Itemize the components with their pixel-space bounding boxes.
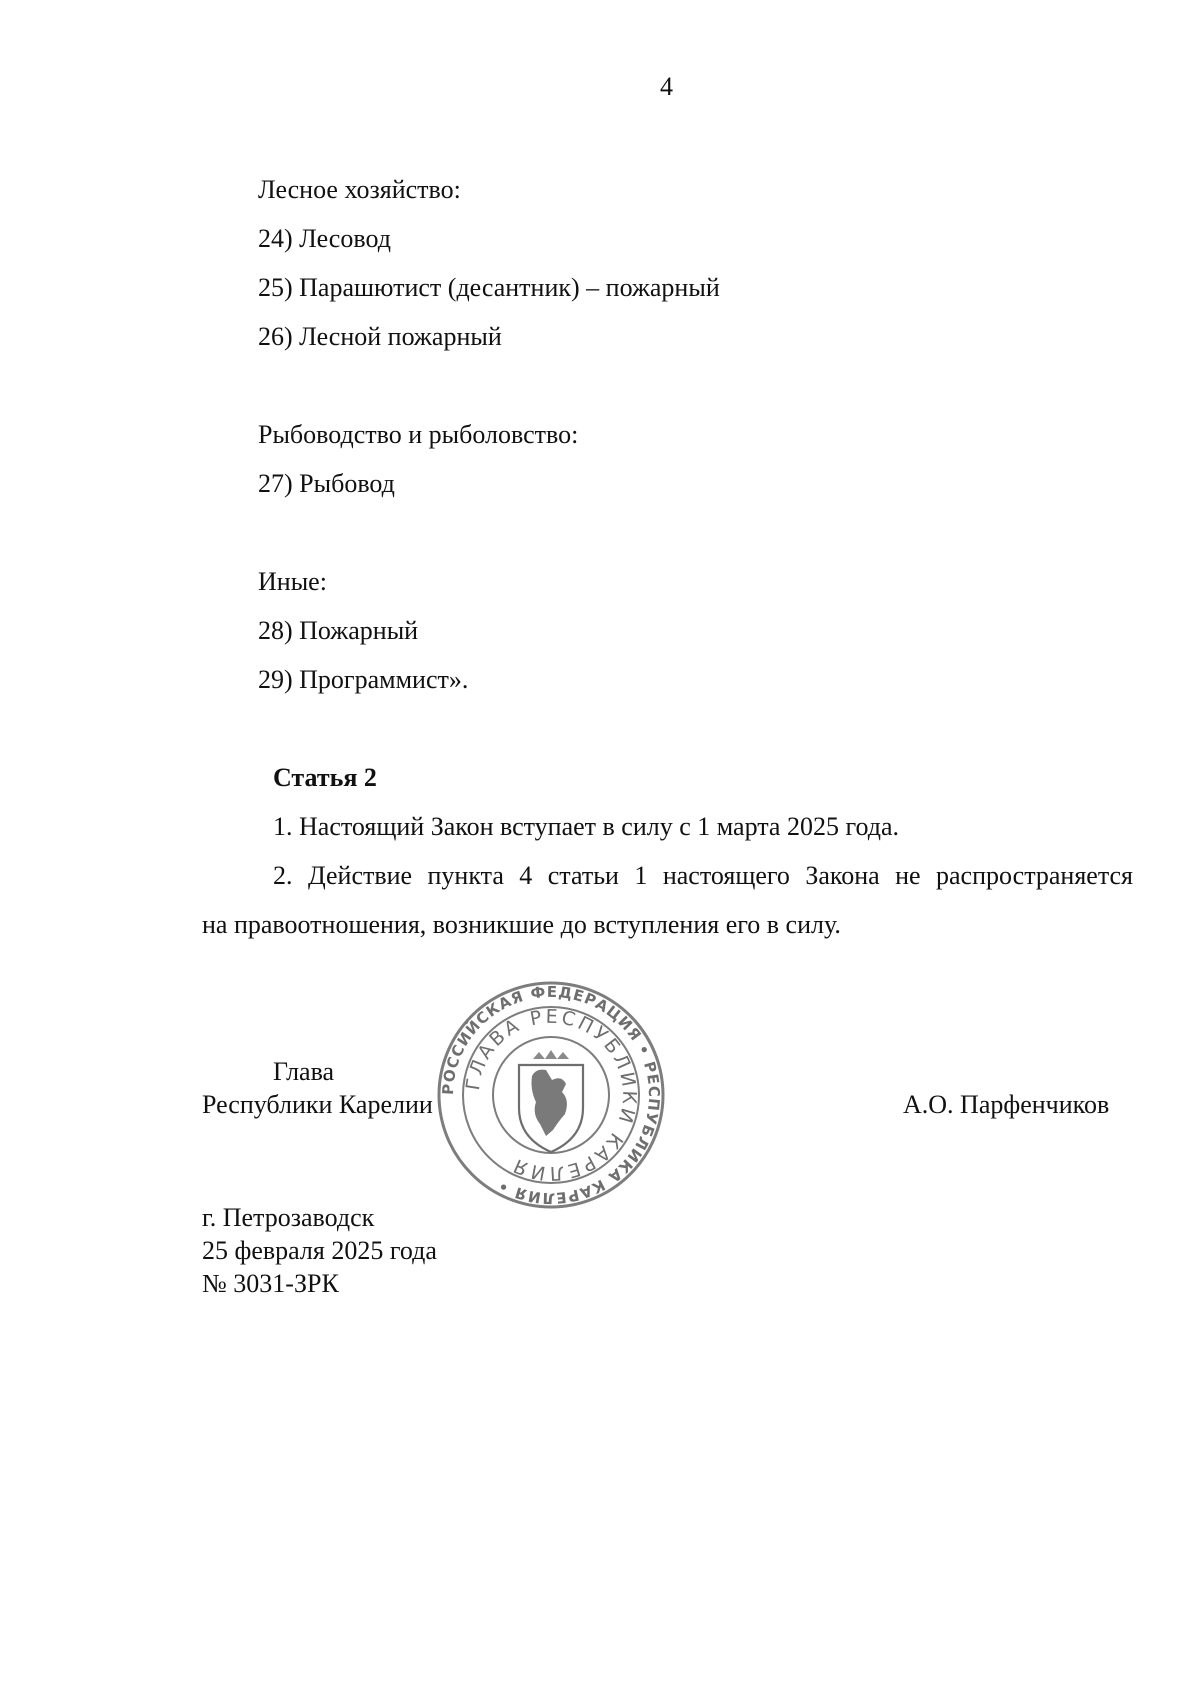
list-item: 24) Лесовод	[258, 224, 391, 253]
list-item: 26) Лесной пожарный	[258, 322, 502, 351]
signature-title-line-2: Республики Карелии	[202, 1090, 433, 1119]
official-seal	[436, 980, 666, 1210]
footer-city: г. Петрозаводск	[202, 1203, 375, 1232]
footer-date: 25 февраля 2025 года	[202, 1236, 437, 1265]
list-item: 27) Рыбовод	[258, 469, 395, 498]
list-item: 25) Парашютист (десантник) – пожарный	[258, 273, 720, 302]
section-heading-fishery: Рыбоводство и рыболовство:	[258, 420, 579, 449]
signature-title-line-1: Глава	[273, 1057, 335, 1086]
stamp-inner-text: ГЛАВА РЕСПУБЛИКИ КАРЕЛИЯ	[461, 1005, 641, 1185]
footer-number: № 3031-ЗРК	[202, 1269, 339, 1298]
signatory-name: А.О. Парфенчиков	[903, 1090, 1110, 1119]
list-item: 29) Программист».	[258, 665, 469, 694]
article-paragraph-2-line-2: на правоотношения, возникшие до вступления его в силу.	[202, 910, 841, 939]
section-heading-forestry: Лесное хозяйство:	[258, 175, 461, 204]
stamp-outer-text: РОССИЙСКАЯ ФЕДЕРАЦИЯ • РЕСПУБЛИКА КАРЕЛИЯ •	[438, 982, 664, 1208]
article-paragraph-1: 1. Настоящий Закон вступает в силу с 1 марта 2025 года.	[273, 812, 899, 841]
article-title: Статья 2	[273, 763, 377, 792]
page-number: 4	[660, 72, 673, 101]
list-item: 28) Пожарный	[258, 616, 419, 645]
section-heading-other: Иные:	[258, 567, 327, 596]
article-paragraph-2-line-1: 2. Действие пункта 4 статьи 1 настоящего Закона не распространяется	[273, 861, 1133, 890]
